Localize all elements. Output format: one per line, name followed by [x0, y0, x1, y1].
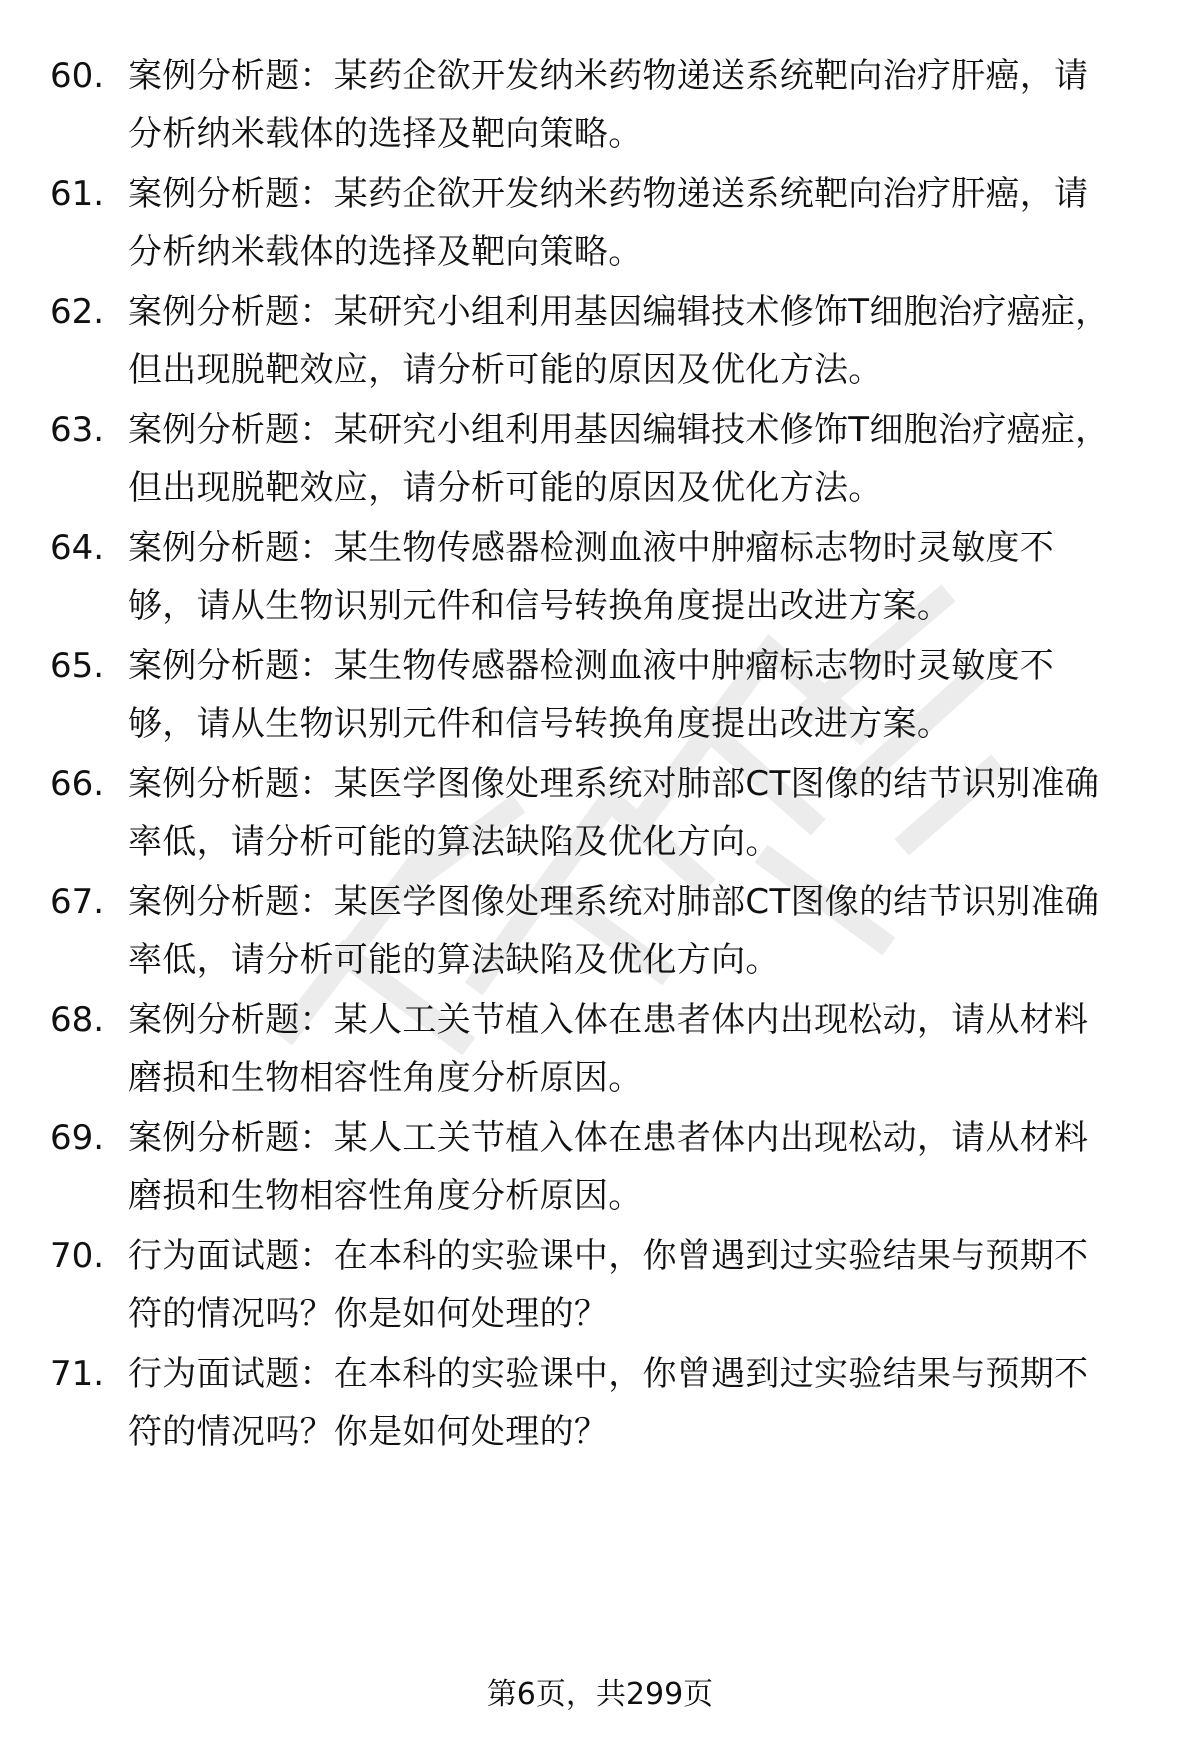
- question-item: [0, 401, 1200, 511]
- question-text: [128, 873, 1148, 989]
- question-number: 63.: [50, 410, 105, 450]
- question-number: 62.: [50, 292, 105, 332]
- question-text-line: 案例分析题：某医学图像处理系统对肺部CT图像的结节识别准确: [128, 882, 1100, 922]
- question-text-line: 案例分析题：某研究小组利用基因编辑技术修饰T细胞治疗癌症，: [128, 410, 1110, 450]
- question-text-line: 够，请从生物识别元件和信号转换角度提出改进方案。: [128, 704, 952, 744]
- question-number: 67.: [50, 882, 105, 922]
- question-item: [0, 47, 1200, 157]
- question-text-line: 行为面试题：在本科的实验课中，你曾遇到过实验结果与预期不: [128, 1236, 1089, 1276]
- question-item: [0, 873, 1200, 983]
- question-text-line: 率低，请分析可能的算法缺陷及优化方向。: [128, 940, 780, 980]
- question-text-line: 符的情况吗？你是如何处理的？: [128, 1294, 609, 1334]
- question-number: 70.: [50, 1236, 105, 1276]
- question-number: 61.: [50, 174, 105, 214]
- question-text-line: 磨损和生物相容性角度分析原因。: [128, 1058, 643, 1098]
- question-text: [128, 1345, 1148, 1461]
- question-text: [128, 401, 1148, 517]
- question-text-line: 案例分析题：某生物传感器检测血液中肿瘤标志物时灵敏度不: [128, 528, 1055, 568]
- question-text: [128, 637, 1148, 753]
- question-item: [0, 1227, 1200, 1337]
- question-item: [0, 519, 1200, 629]
- question-text: [128, 991, 1148, 1107]
- question-text-line: 案例分析题：某药企欲开发纳米药物递送系统靶向治疗肝癌，请: [128, 174, 1089, 214]
- question-number: 64.: [50, 528, 105, 568]
- question-text-line: 案例分析题：某生物传感器检测血液中肿瘤标志物时灵敏度不: [128, 646, 1055, 686]
- question-item: [0, 165, 1200, 275]
- question-text-line: 磨损和生物相容性角度分析原因。: [128, 1176, 643, 1216]
- question-item: [0, 1109, 1200, 1219]
- question-text: [128, 47, 1148, 163]
- question-text-line: 率低，请分析可能的算法缺陷及优化方向。: [128, 822, 780, 862]
- question-text-line: 够，请从生物识别元件和信号转换角度提出改进方案。: [128, 586, 952, 626]
- question-text-line: 分析纳米载体的选择及靶向策略。: [128, 114, 643, 154]
- question-text: [128, 165, 1148, 281]
- question-number: 69.: [50, 1118, 105, 1158]
- question-text: [128, 283, 1148, 399]
- question-text-line: 案例分析题：某医学图像处理系统对肺部CT图像的结节识别准确: [128, 764, 1100, 804]
- question-text-line: 案例分析题：某人工关节植入体在患者体内出现松动，请从材料: [128, 1118, 1089, 1158]
- question-number: 60.: [50, 56, 105, 96]
- question-number: 66.: [50, 764, 105, 804]
- question-text-line: 符的情况吗？你是如何处理的？: [128, 1412, 609, 1452]
- question-item: [0, 1345, 1200, 1455]
- question-item: [0, 755, 1200, 865]
- question-text: [128, 1227, 1148, 1343]
- question-text: [128, 1109, 1148, 1225]
- question-number: 65.: [50, 646, 105, 686]
- question-text-line: 案例分析题：某人工关节植入体在患者体内出现松动，请从材料: [128, 1000, 1089, 1040]
- question-text-line: 行为面试题：在本科的实验课中，你曾遇到过实验结果与预期不: [128, 1354, 1089, 1394]
- question-text: [128, 755, 1148, 871]
- question-text-line: 案例分析题：某研究小组利用基因编辑技术修饰T细胞治疗癌症，: [128, 292, 1110, 332]
- page-indicator: 第6页，共299页: [486, 1677, 714, 1712]
- question-item: [0, 637, 1200, 747]
- question-number: 71.: [50, 1354, 105, 1394]
- question-text-line: 案例分析题：某药企欲开发纳米药物递送系统靶向治疗肝癌，请: [128, 56, 1089, 96]
- question-item: [0, 991, 1200, 1101]
- question-text-line: 但出现脱靶效应，请分析可能的原因及优化方法。: [128, 468, 883, 508]
- question-item: [0, 283, 1200, 393]
- question-number: 68.: [50, 1000, 105, 1040]
- question-text-line: 但出现脱靶效应，请分析可能的原因及优化方法。: [128, 350, 883, 390]
- question-text-line: 分析纳米载体的选择及靶向策略。: [128, 232, 643, 272]
- question-text: [128, 519, 1148, 635]
